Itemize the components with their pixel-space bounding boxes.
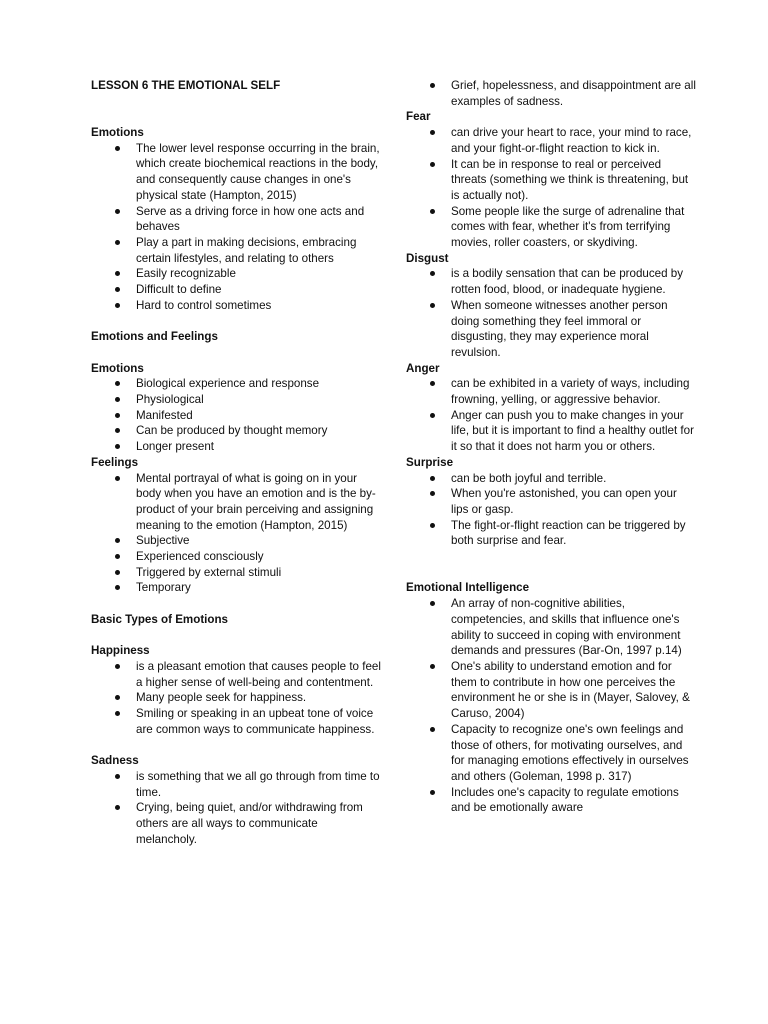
surprise-list bbox=[406, 471, 696, 550]
list-item: Temporary bbox=[91, 580, 381, 596]
left-column bbox=[91, 78, 381, 847]
surprise-heading: Surprise bbox=[406, 455, 454, 469]
emotions-list bbox=[91, 141, 381, 314]
fear-heading: Fear bbox=[406, 110, 431, 124]
list-item: Triggered by external stimuli bbox=[91, 565, 381, 581]
list-item: Biological experience and response bbox=[91, 376, 381, 392]
list-item: Experienced consciously bbox=[91, 549, 381, 565]
list-item: Many people seek for happiness. bbox=[91, 690, 381, 706]
list-item: Capacity to recognize one's own feelings and those of others, for motivating ourselves, and for managing emotions effectively in ourselves and others (Goleman, 1998 p. 317) bbox=[406, 722, 696, 785]
sadness-list bbox=[91, 769, 381, 848]
list-item: Physiological bbox=[91, 392, 381, 408]
lesson-title: LESSON 6 THE EMOTIONAL SELF bbox=[91, 79, 281, 92]
basic-types-heading: Basic Types of Emotions bbox=[91, 612, 229, 626]
list-item: Longer present bbox=[91, 439, 381, 455]
list-item: The lower level response occurring in the brain, which create biochemical reactions in the body, and consequently cause changes in one's physical state (Hampton, 2015) bbox=[91, 141, 381, 204]
list-item: Anger can push you to make changes in your life, but it is important to find a healthy outlet for it so that it does not harm you or others. bbox=[406, 408, 696, 455]
ef-emotions-list bbox=[91, 376, 381, 455]
anger-heading: Anger bbox=[406, 361, 440, 375]
disgust-list bbox=[406, 266, 696, 360]
list-item: It can be in response to real or perceived threats (something we think is threatening, but is actually not). bbox=[406, 157, 696, 204]
list-item: When someone witnesses another person doing something they feel immoral or disgusting, they may experience moral revulsion. bbox=[406, 298, 696, 361]
sadness-continued-list bbox=[406, 78, 696, 109]
emotions-feelings-heading: Emotions and Feelings bbox=[91, 330, 218, 344]
list-item: is a pleasant emotion that causes people to feel a higher sense of well-being and contentment. bbox=[91, 659, 381, 690]
list-item: Some people like the surge of adrenaline that comes with fear, whether it's from terrifying movies, roller coasters, or skydiving. bbox=[406, 204, 696, 251]
list-item: Easily recognizable bbox=[91, 266, 381, 282]
feelings-heading: Feelings bbox=[91, 455, 139, 469]
list-item: Play a part in making decisions, embracing certain lifestyles, and relating to others bbox=[91, 235, 381, 266]
feelings-list bbox=[91, 471, 381, 597]
list-item: Difficult to define bbox=[91, 282, 381, 298]
list-item: can be both joyful and terrible. bbox=[406, 471, 696, 487]
list-item: is something that we all go through from time to time. bbox=[91, 769, 381, 800]
list-item: Mental portrayal of what is going on in your body when you have an emotion and is the by-product of your brain perceiving and assigning meaning to the emotion (Hampton, 2015) bbox=[91, 471, 381, 534]
list-item: Manifested bbox=[91, 408, 381, 424]
list-item: An array of non-cognitive abilities, competencies, and skills that influence one's ability to succeed in coping with environment demands and pressures (Bar-On, 1997 p.14) bbox=[406, 596, 696, 659]
list-item: Subjective bbox=[91, 533, 381, 549]
list-item: When you're astonished, you can open your lips or gasp. bbox=[406, 486, 696, 517]
right-column bbox=[406, 78, 696, 816]
anger-list bbox=[406, 376, 696, 455]
emotional-intelligence-list bbox=[406, 596, 696, 816]
sadness-heading: Sadness bbox=[91, 754, 139, 768]
happiness-heading: Happiness bbox=[91, 644, 150, 658]
emotions-heading: Emotions bbox=[91, 126, 144, 140]
list-item: can be exhibited in a variety of ways, including frowning, yelling, or aggressive behavior. bbox=[406, 376, 696, 407]
list-item: Grief, hopelessness, and disappointment are all examples of sadness. bbox=[406, 78, 696, 109]
list-item: One's ability to understand emotion and for them to contribute in how one perceives the environment he or she is in (Mayer, Salovey, & Caruso, 2004) bbox=[406, 659, 696, 722]
list-item: The fight-or-flight reaction can be triggered by both surprise and fear. bbox=[406, 518, 696, 549]
ef-emotions-heading: Emotions bbox=[91, 361, 144, 375]
fear-list bbox=[406, 125, 696, 251]
list-item: is a bodily sensation that can be produced by rotten food, blood, or inadequate hygiene. bbox=[406, 266, 696, 297]
list-item: Serve as a driving force in how one acts and behaves bbox=[91, 204, 381, 235]
list-item: Hard to control sometimes bbox=[91, 298, 381, 314]
emotional-intelligence-heading: Emotional Intelligence bbox=[406, 581, 530, 595]
list-item: Smiling or speaking in an upbeat tone of voice are common ways to communicate happiness. bbox=[91, 706, 381, 737]
list-item: can drive your heart to race, your mind to race, and your fight-or-flight reaction to kick in. bbox=[406, 125, 696, 156]
list-item: Crying, being quiet, and/or withdrawing from others are all ways to communicate melancholy. bbox=[91, 800, 381, 847]
disgust-heading: Disgust bbox=[406, 251, 449, 265]
list-item: Can be produced by thought memory bbox=[91, 423, 381, 439]
list-item: Includes one's capacity to regulate emotions and be emotionally aware bbox=[406, 785, 696, 816]
happiness-list bbox=[91, 659, 381, 738]
